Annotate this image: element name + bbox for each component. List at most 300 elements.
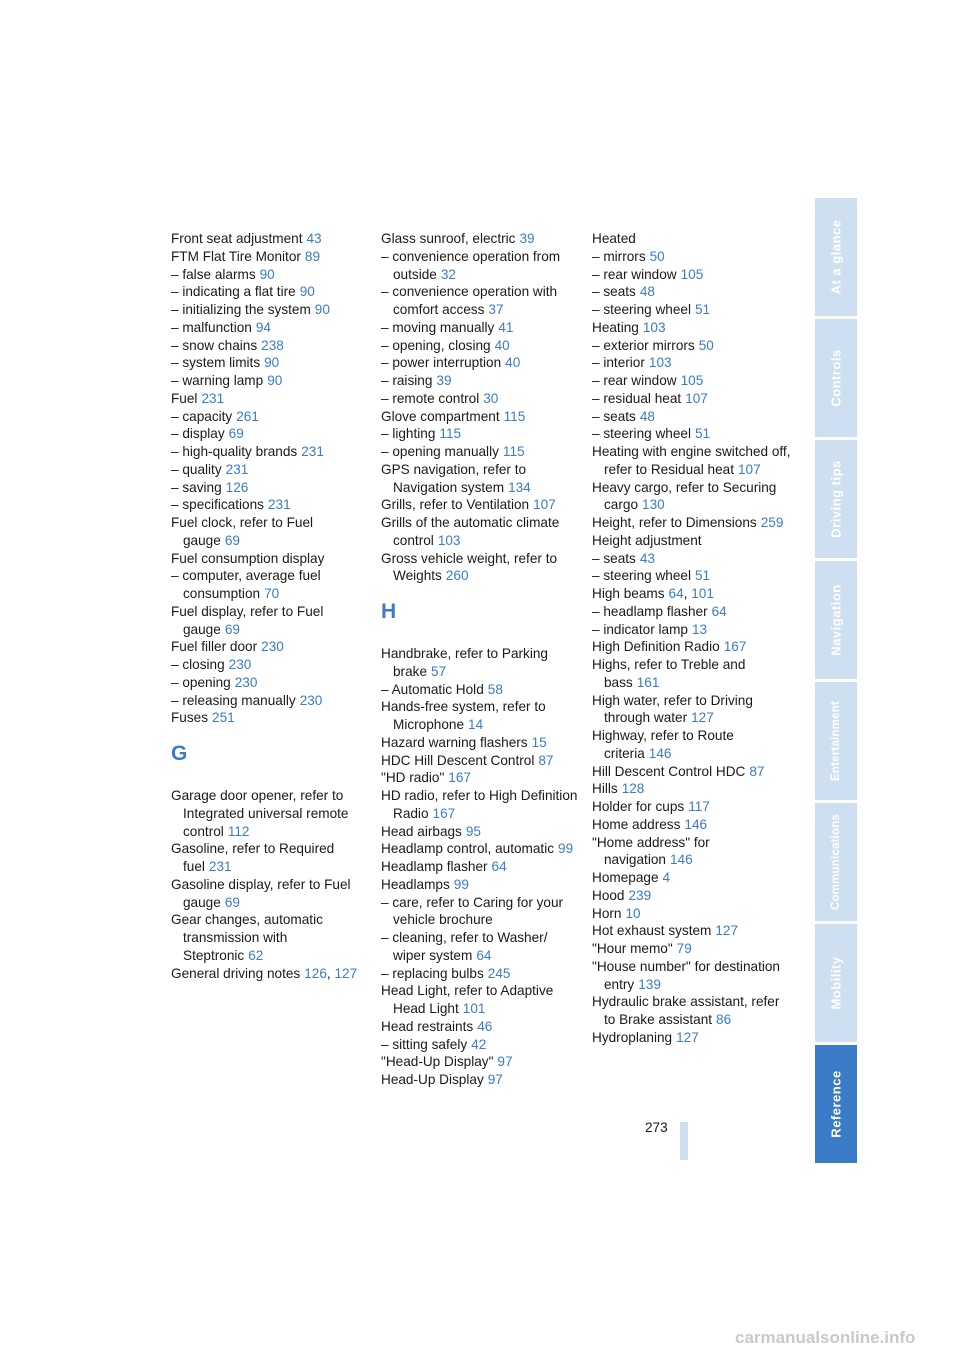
page-link[interactable]: 46: [477, 1018, 493, 1034]
index-entry: [381, 461, 581, 497]
index-entry: [171, 372, 371, 390]
index-entry: [592, 354, 792, 372]
page-link[interactable]: 146: [669, 852, 693, 868]
index-entry: [171, 408, 371, 426]
index-entry: [592, 283, 792, 301]
page-link[interactable]: 105: [680, 373, 704, 388]
entry-text: – residual heat: [592, 390, 682, 406]
index-entry: [592, 248, 792, 266]
index-entry: [381, 1036, 581, 1054]
page-link[interactable]: 69: [228, 426, 244, 442]
chapter-tabs: [815, 198, 857, 1166]
page-link[interactable]: 99: [453, 876, 469, 892]
chapter-tab-label: Navigation: [828, 584, 844, 656]
index-entry: [592, 408, 792, 426]
page-link[interactable]: 231: [201, 390, 225, 406]
chapter-tab-label: Driving tips: [828, 460, 844, 538]
page-link[interactable]: 15: [531, 734, 547, 750]
index-column-2: [381, 230, 581, 1089]
index-entry: [592, 993, 792, 1029]
chapter-tab-label: Controls: [828, 349, 844, 407]
page-link[interactable]: 57: [431, 663, 447, 679]
entry-text: – opening manually: [381, 444, 499, 459]
index-entry: [592, 266, 792, 284]
chapter-tab-label: Mobility: [828, 956, 844, 1010]
entry-text: Hydroplaning: [592, 1029, 673, 1045]
chapter-tab-communications[interactable]: [815, 803, 857, 921]
entry-text: – seats: [592, 408, 636, 424]
entry-text: Gasoline, refer to Required fuel: [171, 841, 335, 874]
page-link[interactable]: 117: [688, 799, 710, 814]
page-link[interactable]: 4: [662, 870, 671, 885]
entry-text: Hydraulic brake assistant, refer to Brake assistant: [592, 994, 780, 1027]
index-entry: [381, 1018, 581, 1036]
page-link[interactable]: 70: [264, 586, 280, 601]
index-entry: [381, 787, 581, 823]
index-entry: [381, 894, 581, 930]
index-entry: [592, 372, 792, 390]
entry-text: – moving manually: [381, 319, 495, 335]
page-link[interactable]: 50: [649, 248, 665, 264]
index-entry: [171, 266, 371, 284]
page-link[interactable]: 245: [487, 965, 511, 981]
page-link[interactable]: 127: [715, 923, 739, 939]
entry-text: – raising: [381, 373, 433, 388]
page-link[interactable]: 231: [267, 497, 291, 513]
page-link[interactable]: 51: [695, 568, 711, 584]
entry-text: "HD radio": [381, 770, 445, 786]
page-link[interactable]: 230: [234, 674, 258, 690]
chapter-tab-label: At a glance: [828, 219, 844, 295]
index-entry: [592, 567, 792, 585]
entry-text: Head-Up Display: [381, 1072, 484, 1087]
entry-text: Hill Descent Control HDC: [592, 763, 746, 779]
entry-text: Horn: [592, 905, 622, 921]
entry-text: Headlamp flasher: [381, 859, 488, 874]
entry-text: Fuel filler door: [171, 639, 258, 655]
entry-text: FTM Flat Tire Monitor: [171, 248, 301, 264]
entry-text: – warning lamp: [171, 373, 264, 388]
entry-text: Heating: [592, 319, 639, 335]
page-link[interactable]: 126: [304, 965, 327, 981]
chapter-tab-entertainment[interactable]: [815, 682, 857, 800]
page-link[interactable]: 64: [476, 947, 492, 963]
page-link[interactable]: 90: [259, 266, 275, 282]
page-link[interactable]: 95: [465, 823, 481, 839]
index-entry: [171, 230, 371, 248]
entry-text: Gross vehicle weight, refer to Weights: [381, 550, 558, 584]
entry-text: – convenience operation with comfort access: [381, 284, 558, 317]
page-link[interactable]: 167: [432, 805, 456, 821]
page-link[interactable]: 32: [440, 266, 456, 282]
chapter-tab-mobility[interactable]: [815, 924, 857, 1042]
entry-text: Headlamp control, automatic: [381, 841, 555, 857]
entry-text: – rear window: [592, 373, 677, 388]
page-link[interactable]: 230: [299, 692, 323, 708]
entry-text: Fuses: [171, 710, 209, 726]
page-link[interactable]: 238: [261, 337, 284, 353]
index-entry: [381, 734, 581, 752]
index-entry: [592, 798, 792, 816]
page-link[interactable]: 69: [224, 894, 240, 910]
entry-text: – saving: [171, 479, 222, 495]
index-entry: [171, 461, 371, 479]
index-entry: [592, 425, 792, 443]
index-entry: [381, 372, 581, 390]
index-entry: [381, 876, 581, 894]
section-letter: H: [381, 600, 397, 623]
page-link[interactable]: 90: [267, 373, 283, 388]
index-entry: [592, 958, 792, 994]
entry-text: – headlamp flasher: [592, 603, 708, 619]
entry-text: – computer, average fuel consumption: [171, 568, 321, 601]
index-entry: [171, 550, 371, 568]
index-entry: [171, 567, 371, 603]
index-entry: [381, 1071, 581, 1089]
page-link[interactable]: 69: [224, 532, 240, 548]
index-entry: [381, 698, 581, 734]
index-entry: [171, 840, 371, 876]
page-link[interactable]: 87: [749, 763, 765, 779]
page-link[interactable]: 41: [498, 319, 514, 335]
page-link[interactable]: 90: [314, 302, 330, 317]
page-link[interactable]: 48: [639, 408, 655, 424]
entry-text: Headlamps: [381, 876, 450, 892]
index-entry: [592, 621, 792, 639]
page-link[interactable]: 64: [491, 859, 507, 874]
index-entry: [381, 496, 581, 514]
index-entry: [171, 603, 371, 639]
index-entry: [592, 763, 792, 781]
chapter-tab-label: Communications: [830, 813, 842, 911]
entry-text: Garage door opener, refer to Integrated universal remote control: [171, 788, 349, 839]
index-entry: [592, 603, 792, 621]
page-link[interactable]: 43: [306, 231, 322, 246]
index-entry: [171, 911, 371, 964]
index-entry: [171, 301, 371, 319]
page-link[interactable]: 90: [299, 284, 315, 300]
page-link[interactable]: 42: [471, 1036, 487, 1052]
index-entry: [171, 248, 371, 266]
entry-text: – rear window: [592, 266, 677, 282]
entry-text: – lighting: [381, 426, 436, 442]
entry-text: Fuel display, refer to Fuel gauge: [171, 603, 324, 637]
entry-text: – replacing bulbs: [381, 965, 484, 981]
index-entry: [592, 905, 792, 923]
index-entry: [592, 887, 792, 905]
index-entry: [381, 390, 581, 408]
page-link[interactable]: 103: [642, 319, 666, 335]
page-link[interactable]: 134: [508, 479, 531, 495]
page-link[interactable]: 79: [676, 941, 692, 956]
chapter-tab-label: Reference: [828, 1070, 844, 1138]
entry-text: Fuel consumption display: [171, 550, 325, 566]
entry-text: Head restraints: [381, 1018, 474, 1034]
chapter-tab-driving-tips[interactable]: [815, 440, 857, 558]
entry-text: "House number" for destination entry: [592, 958, 780, 992]
entry-text: – quality: [171, 461, 222, 477]
page-link[interactable]: 48: [639, 284, 655, 300]
index-entry: [381, 840, 581, 858]
entry-text: Gear changes, automatic transmission with Steptronic: [171, 912, 323, 963]
page-link[interactable]: 115: [502, 444, 525, 459]
entry-text: HDC Hill Descent Control: [381, 752, 535, 768]
index-entry: [381, 823, 581, 841]
index-entry: [171, 876, 371, 912]
page-link[interactable]: 101: [691, 586, 714, 601]
page-link[interactable]: 50: [698, 337, 714, 353]
index-entry: [381, 752, 581, 770]
entry-text: – false alarms: [171, 266, 256, 282]
page-link[interactable]: 97: [487, 1072, 503, 1087]
page-link[interactable]: 69: [224, 621, 240, 637]
entry-text: Heating with engine switched off, refer to Residual heat: [592, 444, 791, 477]
page-link[interactable]: 239: [628, 887, 652, 903]
page-link[interactable]: 58: [487, 681, 503, 697]
chapter-tab-navigation[interactable]: [815, 561, 857, 679]
page-link[interactable]: 251: [212, 710, 235, 726]
page-link[interactable]: 231: [225, 461, 249, 477]
page-link[interactable]: 115: [439, 426, 462, 442]
entry-text: Gasoline display, refer to Fuel gauge: [171, 876, 351, 910]
page-link[interactable]: 105: [680, 266, 704, 282]
entry-text: HD radio, refer to High Definition Radio: [381, 788, 578, 821]
page-link[interactable]: 146: [648, 745, 672, 761]
section-letter: G: [171, 742, 188, 765]
index-entry: [592, 940, 792, 958]
index-entry: [592, 319, 792, 337]
index-column-1: [171, 230, 371, 982]
index-entry: [592, 780, 792, 798]
index-entry: [171, 787, 371, 840]
index-entry: [171, 337, 371, 355]
entry-text: – opening, closing: [381, 337, 491, 353]
index-entry: [381, 769, 581, 787]
page-link[interactable]: 107: [737, 461, 761, 477]
chapter-tab-at-a-glance[interactable]: [815, 198, 857, 316]
page-link[interactable]: 97: [497, 1054, 513, 1070]
page-link[interactable]: 14: [468, 717, 484, 732]
index-entry: [171, 692, 371, 710]
index-entry: [381, 858, 581, 876]
page-link[interactable]: 10: [625, 905, 641, 921]
entry-text: Glass sunroof, electric: [381, 231, 516, 246]
entry-text: – sitting safely: [381, 1036, 468, 1052]
page-link[interactable]: 161: [636, 674, 660, 690]
index-entry: [171, 354, 371, 372]
index-entry: [381, 681, 581, 699]
entry-text: Hot exhaust system: [592, 923, 712, 939]
index-entry: High beams 64, 101: [592, 586, 714, 601]
entry-text: Height, refer to Dimensions: [592, 515, 757, 530]
index-entry: [592, 532, 792, 550]
entry-text: – indicating a flat tire: [171, 284, 296, 300]
entry-text: Hills: [592, 781, 618, 797]
page-link[interactable]: 86: [716, 1012, 732, 1027]
entry-text: Hands-free system, refer to Microphone: [381, 699, 546, 732]
page-link[interactable]: 103: [437, 532, 461, 548]
entry-text: – convenience operation from outside: [381, 248, 561, 282]
index-entry: [171, 638, 371, 656]
page-link[interactable]: 167: [723, 639, 747, 655]
index-entry: [381, 337, 581, 355]
entry-text: GPS navigation, refer to Navigation system: [381, 461, 527, 495]
entry-text: – power interruption: [381, 355, 502, 371]
page-link[interactable]: 39: [436, 373, 452, 388]
page-link[interactable]: 107: [685, 390, 708, 406]
entry-text: Heated: [592, 231, 636, 246]
entry-text: Grills of the automatic climate control: [381, 515, 560, 548]
page-link[interactable]: 87: [538, 752, 554, 768]
page-link[interactable]: 139: [638, 976, 661, 992]
entry-text: Grills, refer to Ventilation: [381, 497, 530, 513]
page-link[interactable]: 259: [760, 515, 784, 530]
page-link[interactable]: 230: [261, 639, 284, 655]
page-link[interactable]: 13: [691, 621, 708, 637]
entry-text: Height adjustment: [592, 532, 702, 548]
index-entry: [592, 816, 792, 834]
entry-text: Front seat adjustment: [171, 231, 303, 246]
index-entry: [381, 230, 581, 248]
entry-text: High Definition Radio: [592, 639, 720, 655]
page-link[interactable]: 107: [533, 497, 556, 513]
index-entry: [171, 283, 371, 301]
entry-text: – seats: [592, 550, 636, 566]
page-link[interactable]: 39: [519, 231, 535, 246]
index-entry: [592, 1029, 792, 1047]
index-entry: [592, 301, 792, 319]
page-link[interactable]: 130: [642, 497, 665, 513]
entry-text: – care, refer to Caring for your vehicle brochure: [381, 894, 564, 928]
entry-text: Homepage: [592, 870, 659, 885]
entry-text: "Hour memo": [592, 941, 673, 956]
page-number: 273: [645, 1120, 668, 1135]
page-link[interactable]: 90: [264, 355, 280, 371]
page-link[interactable]: 37: [488, 302, 504, 317]
entry-text: – opening: [171, 674, 231, 690]
entry-text: – cleaning, refer to Washer/ wiper system: [381, 930, 548, 963]
chapter-tab-label: Entertainment: [830, 701, 842, 781]
index-entry: [592, 337, 792, 355]
entry-text: – capacity: [171, 408, 233, 424]
index-entry: [592, 922, 792, 940]
page-link[interactable]: 51: [695, 302, 711, 317]
page-link[interactable]: 231: [301, 444, 324, 459]
entry-text: – display: [171, 426, 225, 442]
page-link[interactable]: 127: [691, 710, 714, 726]
page-link[interactable]: 99: [558, 841, 574, 857]
entry-text: – steering wheel: [592, 568, 691, 584]
page-link[interactable]: 40: [494, 337, 510, 353]
page-link[interactable]: 112: [227, 823, 250, 839]
entry-text: – snow chains: [171, 337, 258, 353]
watermark: carmanualsonline.info: [735, 1328, 916, 1347]
entry-text: – releasing manually: [171, 692, 296, 708]
index-entry: [171, 674, 371, 692]
index-entry: [381, 550, 581, 586]
page-link[interactable]: 40: [505, 355, 521, 371]
page-link[interactable]: 261: [236, 408, 259, 424]
entry-text: "Head-Up Display": [381, 1054, 494, 1070]
entry-text: – steering wheel: [592, 426, 691, 442]
page-link[interactable]: 127: [334, 965, 358, 981]
page-link[interactable]: 146: [684, 816, 708, 832]
index-entry: [381, 425, 581, 443]
page-link[interactable]: 101: [462, 1001, 486, 1016]
entry-text: – remote control: [381, 390, 480, 406]
index-entry: [592, 692, 792, 728]
index-column-3: [592, 230, 792, 1047]
index-entry: [381, 1053, 581, 1071]
entry-text: Hood: [592, 887, 625, 903]
page-link[interactable]: 64: [711, 603, 727, 619]
page-link[interactable]: 64: [668, 586, 684, 601]
page-link[interactable]: 167: [448, 770, 471, 786]
index-entry: [171, 319, 371, 337]
entry-text: Home address: [592, 816, 681, 832]
index-entry: [592, 638, 792, 656]
page-link[interactable]: 230: [228, 657, 252, 672]
index-entry: [381, 319, 581, 337]
index-entry: [171, 496, 371, 514]
chapter-tab-controls[interactable]: [815, 319, 857, 437]
index-entry: [592, 390, 792, 408]
chapter-tab-reference[interactable]: [815, 1045, 857, 1163]
entry-text: – malfunction: [171, 319, 252, 335]
page-link[interactable]: 231: [208, 859, 232, 874]
entry-text: – interior: [592, 355, 645, 371]
index-entry: [592, 727, 792, 763]
entry-text: – closing: [171, 657, 225, 672]
page-link[interactable]: 30: [483, 390, 499, 406]
index-entry: [592, 656, 792, 692]
entry-text: Fuel: [171, 390, 198, 406]
entry-text: Glove compartment: [381, 408, 500, 424]
page-link[interactable]: 89: [304, 248, 321, 264]
page-link[interactable]: 94: [255, 319, 271, 335]
index-entry: [592, 443, 792, 479]
entry-text: – specifications: [171, 497, 264, 513]
index-entry: [171, 425, 371, 443]
index-entry: [171, 514, 371, 550]
page-link[interactable]: 128: [621, 781, 645, 797]
entry-text: Holder for cups: [592, 799, 685, 814]
entry-text: – mirrors: [592, 248, 646, 264]
entry-text: – steering wheel: [592, 302, 691, 317]
page-link[interactable]: 126: [225, 479, 249, 495]
page-link[interactable]: 43: [639, 550, 655, 566]
index-entry: [171, 709, 371, 727]
page-link[interactable]: 115: [503, 408, 526, 424]
index-entry: [171, 443, 371, 461]
entry-text: Heavy cargo, refer to Securing cargo: [592, 479, 777, 513]
entry-text: – indicator lamp: [592, 621, 688, 637]
entry-text: – exterior mirrors: [592, 337, 695, 353]
page-link[interactable]: 103: [648, 355, 672, 371]
page-link[interactable]: 51: [695, 426, 711, 442]
page-link[interactable]: 62: [248, 947, 264, 963]
page-link[interactable]: 127: [676, 1029, 699, 1045]
entry-text: Head airbags: [381, 823, 462, 839]
entry-text: Hazard warning flashers: [381, 734, 528, 750]
entry-text: High water, refer to Driving through water: [592, 692, 753, 726]
index-entry: [592, 834, 792, 870]
index-entry: [381, 248, 581, 284]
index-entry: [381, 929, 581, 965]
entry-text: – seats: [592, 284, 636, 300]
entry-text: Head Light, refer to Adaptive Head Light: [381, 983, 554, 1016]
page-link[interactable]: 260: [445, 568, 469, 584]
